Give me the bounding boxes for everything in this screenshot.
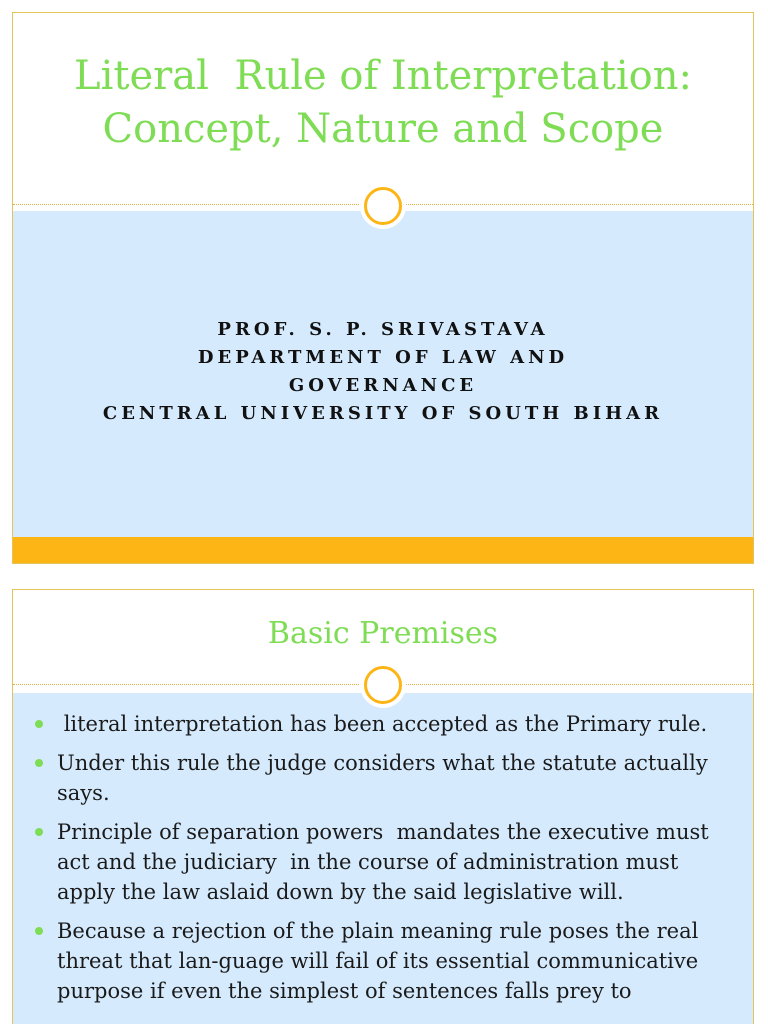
title-line-1: Literal Rule of Interpretation: <box>74 53 692 99</box>
slide-title <box>12 12 754 564</box>
author-name: PROF. S. P. SRIVASTAVA <box>217 319 549 340</box>
slide-heading: Basic Premises <box>267 615 499 651</box>
slide-title-heading <box>74 50 692 156</box>
slide-basic-premises <box>12 589 754 1024</box>
bullet-text: Under this rule the judge considers what the statute actually says. <box>57 751 708 805</box>
bullet-text: Because a rejection of the plain meaning rule poses the real threat that lan-guage will fail of its essential communicative purpose if even the simplest of sentences falls prey to <box>57 919 699 1003</box>
list-item <box>35 748 737 808</box>
bullet-dot-icon <box>35 828 43 836</box>
author-department-cont: GOVERNANCE <box>288 375 478 396</box>
bullet-list <box>35 709 737 1015</box>
ring-ornament-icon <box>364 666 402 704</box>
list-item <box>35 817 737 907</box>
bullet-dot-icon <box>35 759 43 767</box>
bullet-dot-icon <box>35 720 43 728</box>
bullet-text: Principle of separation powers mandates the executive must act and the judiciary in the course of administration must apply the law aslaid down by the said legislative will. <box>57 820 716 904</box>
author-info <box>13 316 753 428</box>
author-university: CENTRAL UNIVERSITY OF SOUTH BIHAR <box>102 403 664 424</box>
title-line-2: Concept, Nature and Scope <box>102 106 664 152</box>
bullet-text: literal interpretation has been accepted as the Primary rule. <box>57 712 708 736</box>
ring-ornament-icon <box>364 187 402 225</box>
list-item <box>35 709 737 739</box>
footer-accent-bar <box>13 537 753 564</box>
list-item <box>35 916 737 1006</box>
title-area <box>13 13 753 203</box>
bullet-dot-icon <box>35 927 43 935</box>
author-department: DEPARTMENT OF LAW AND <box>197 347 569 368</box>
